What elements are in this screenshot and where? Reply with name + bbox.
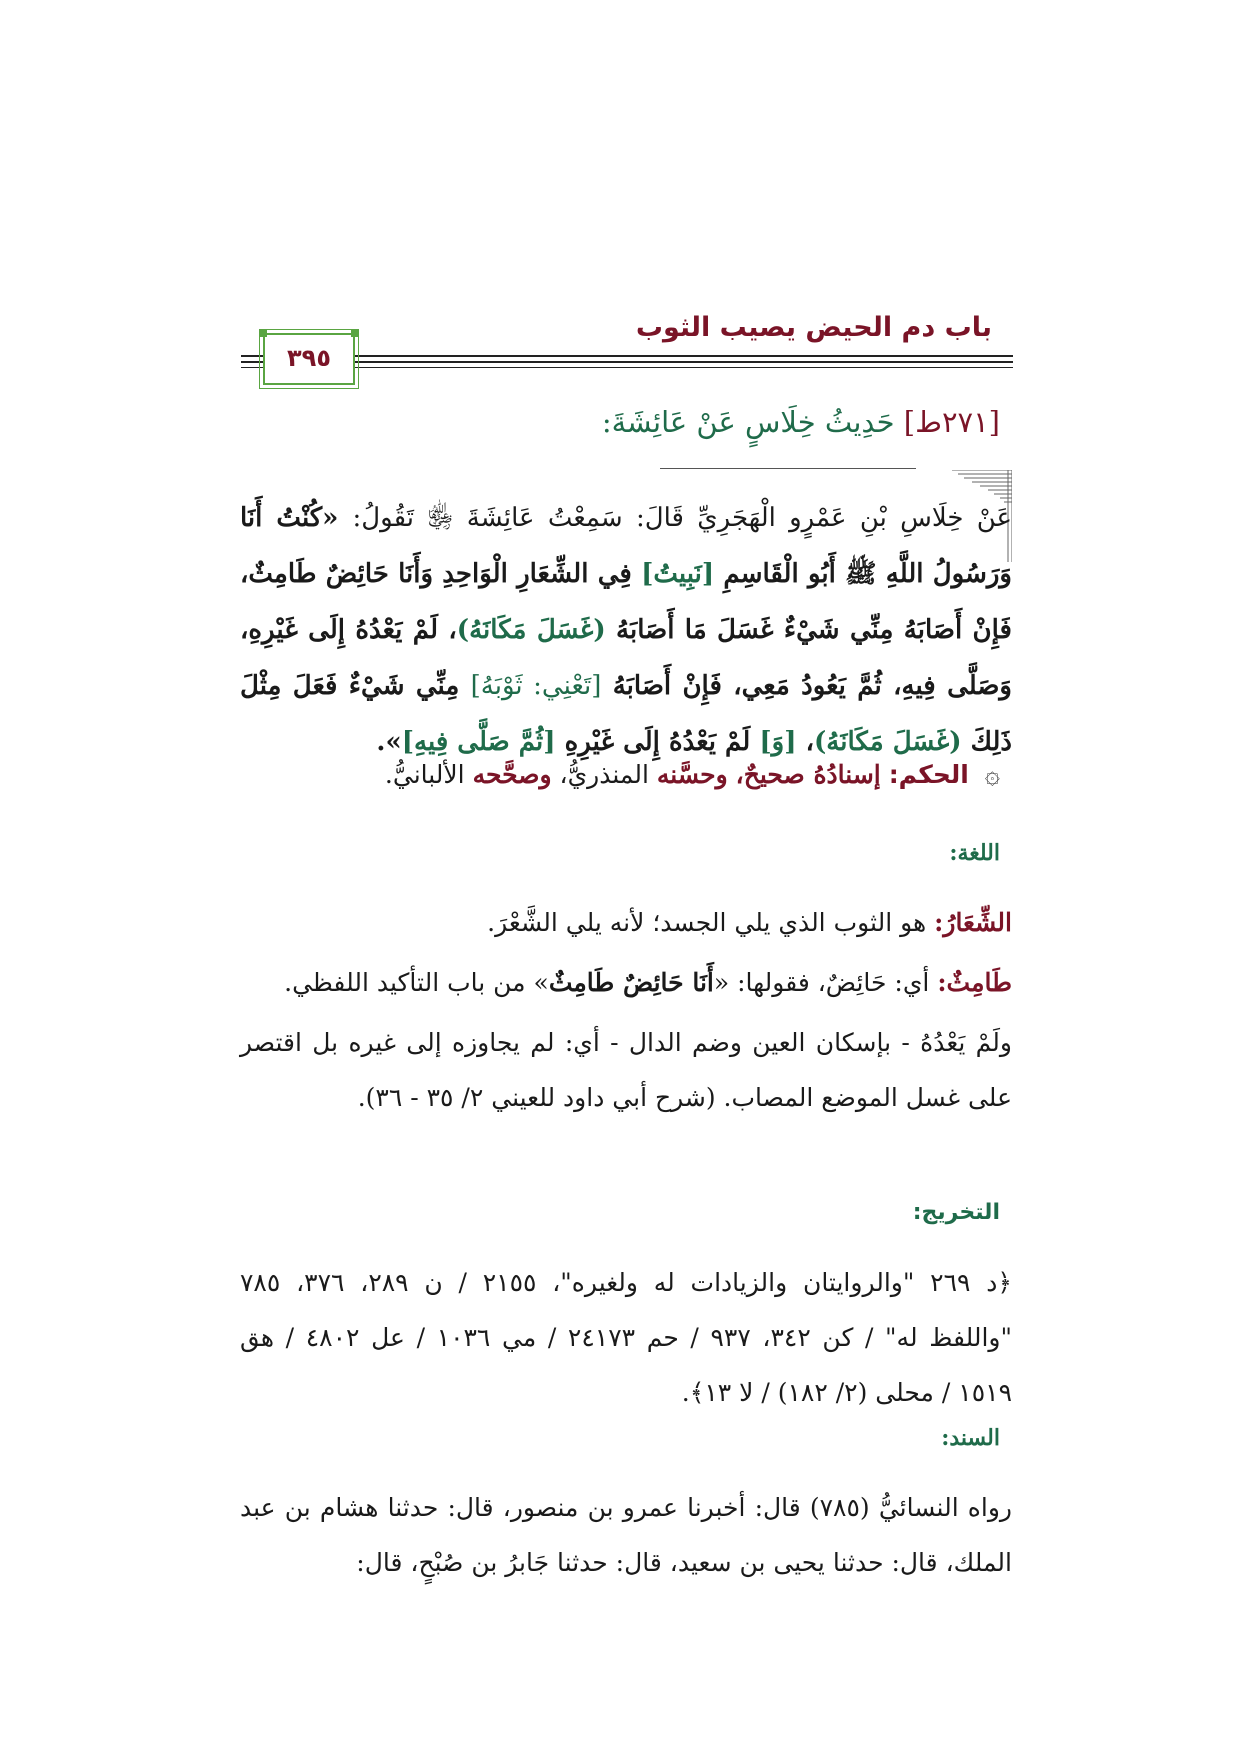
ruling-label: الحكم: xyxy=(888,760,969,789)
hadith-isnad: عَنْ خِلَاسِ بْنِ عَمْرٍو الْهَجَرِيِّ قَالَ: سَمِعْتُ عَائِشَةَ ﵂ تَقُولُ: xyxy=(352,503,1013,533)
variant-bracket: [وَ] xyxy=(759,727,797,757)
ruling-verb: وحسَّنه xyxy=(656,760,728,789)
title-underline xyxy=(660,468,916,469)
section-heading-sanad: السند: xyxy=(941,1425,1000,1451)
ruling-scholar: المنذريُّ، xyxy=(559,760,649,789)
hadith-text xyxy=(240,490,1012,770)
ruling-line xyxy=(385,760,1000,790)
lugha-quote: أَنَا حَائِضٌ طَامِثٌ xyxy=(548,968,714,997)
sanad-text: رواه النسائيُّ (٧٨٥) قال: أخبرنا عمرو بن منصور، قال: حدثنا هشام بن عبد الملك، قال: حدثنا يحيى بن سعيد، قال: حدثنا جَابرُ بن صُبْحٍ، قال: xyxy=(240,1493,1012,1577)
header-rule xyxy=(241,361,1013,363)
takhrij-text: ﴿د ٢٦٩ "والروايتان والزيادات له ولغيره"، ٢١٥٥ / ن ٢٨٩، ٣٧٦، ٧٨٥ "واللفظ له" / كن ٣٤٢، ٩٣٧ / حم ٢٤١٧٣ / مي ١٠٣٦ / عل ٤٨٠٢ / هق ١٥١٩ / محلى (٢/ ١٨٢) / لا ١٣﴾. xyxy=(240,1268,1013,1407)
lugha-definition: » من باب التأكيد اللفظي. xyxy=(284,968,549,997)
hadith-title xyxy=(602,405,1000,439)
ruling-verb: وصحَّحه xyxy=(472,760,552,789)
hadith-matn: «كُنْتُ أَنَا وَرَسُولُ اللَّهِ ﷺ أَبُو الْقَاسِمِ xyxy=(240,503,1012,589)
hadith-matn: ، xyxy=(805,727,814,757)
hadith-matn: ، لَمْ يَعْدُهُ إِلَى غَيْرِهِ، وَصَلَّى فِيهِ، ثُمَّ يَعُودُ مَعِي، فَإِنْ أَصَابَهُ xyxy=(240,615,1012,701)
variant-bracket: [ثُمَّ صَلَّى فِيهِ] xyxy=(401,727,556,757)
lugha-entry xyxy=(240,895,1012,950)
ruling-scholar: الألبانيُّ. xyxy=(384,760,465,789)
variant-bracket: [نَبِيتُ] xyxy=(641,559,715,589)
chapter-title: باب دم الحيض يصيب الثوب xyxy=(635,312,992,343)
hadith-title-text: حَدِيثُ خِلَاسٍ عَنْ عَائِشَةَ: xyxy=(601,405,895,439)
page-number: ٣٩٥ xyxy=(287,344,331,372)
hadith-matn: ». xyxy=(376,727,402,757)
lugha-definition: أي: حَائِضٌ، فقولها: « xyxy=(713,968,930,997)
header-rule xyxy=(241,367,1013,368)
section-heading-lugha: اللغة: xyxy=(949,840,1000,866)
hadith-matn: فِي الشِّعَارِ الْوَاحِدِ وَأَنَا حَائِضٌ طَامِثٌ، فَإِنْ أَصَابَهُ مِنِّي شَيْءٌ غَسَلَ مَا أَصَابَهُ xyxy=(240,559,1012,645)
section-heading-takhrij: التخريج: xyxy=(912,1200,1000,1225)
page-number-frame xyxy=(263,333,355,385)
lugha-entry xyxy=(240,955,1012,1010)
header-rule xyxy=(241,355,1013,357)
lugha-note: ولَمْ يَعْدُهُ - بإسكان العين وضم الدال - أي: لم يجاوزه إلى غيره بل اقتصر على غسل الموضع المصاب. (شرح أبي داود للعيني ٢/ ٣٥ - ٣٦). xyxy=(240,1028,1012,1112)
variant-paren: (غَسَلَ مَكَانَهُ) xyxy=(813,727,962,757)
hadith-number: [٢٧١ط] xyxy=(903,405,1000,439)
lugha-term: طَامِثٌ: xyxy=(937,968,1012,997)
ornament-icon: ۞ xyxy=(984,760,1000,790)
hadith-matn: مِنِّي شَيْءٌ فَعَلَ مِثْلَ ذَلِكَ xyxy=(240,671,1012,757)
lugha-definition: هو الثوب الذي يلي الجسد؛ لأنه يلي الشَّعْرَ. xyxy=(487,908,927,937)
hadith-matn: لَمْ يَعْدُهُ إِلَى غَيْرِهِ xyxy=(564,727,751,757)
variant-paren: (غَسَلَ مَكَانَهُ) xyxy=(456,615,606,645)
variant-bracket: [تَعْنِي: ثَوْبَهُ] xyxy=(470,671,602,701)
ruling-grade: إسنادُهُ صحيحٌ، xyxy=(735,760,881,789)
lugha-term: الشِّعَارُ: xyxy=(934,908,1012,937)
